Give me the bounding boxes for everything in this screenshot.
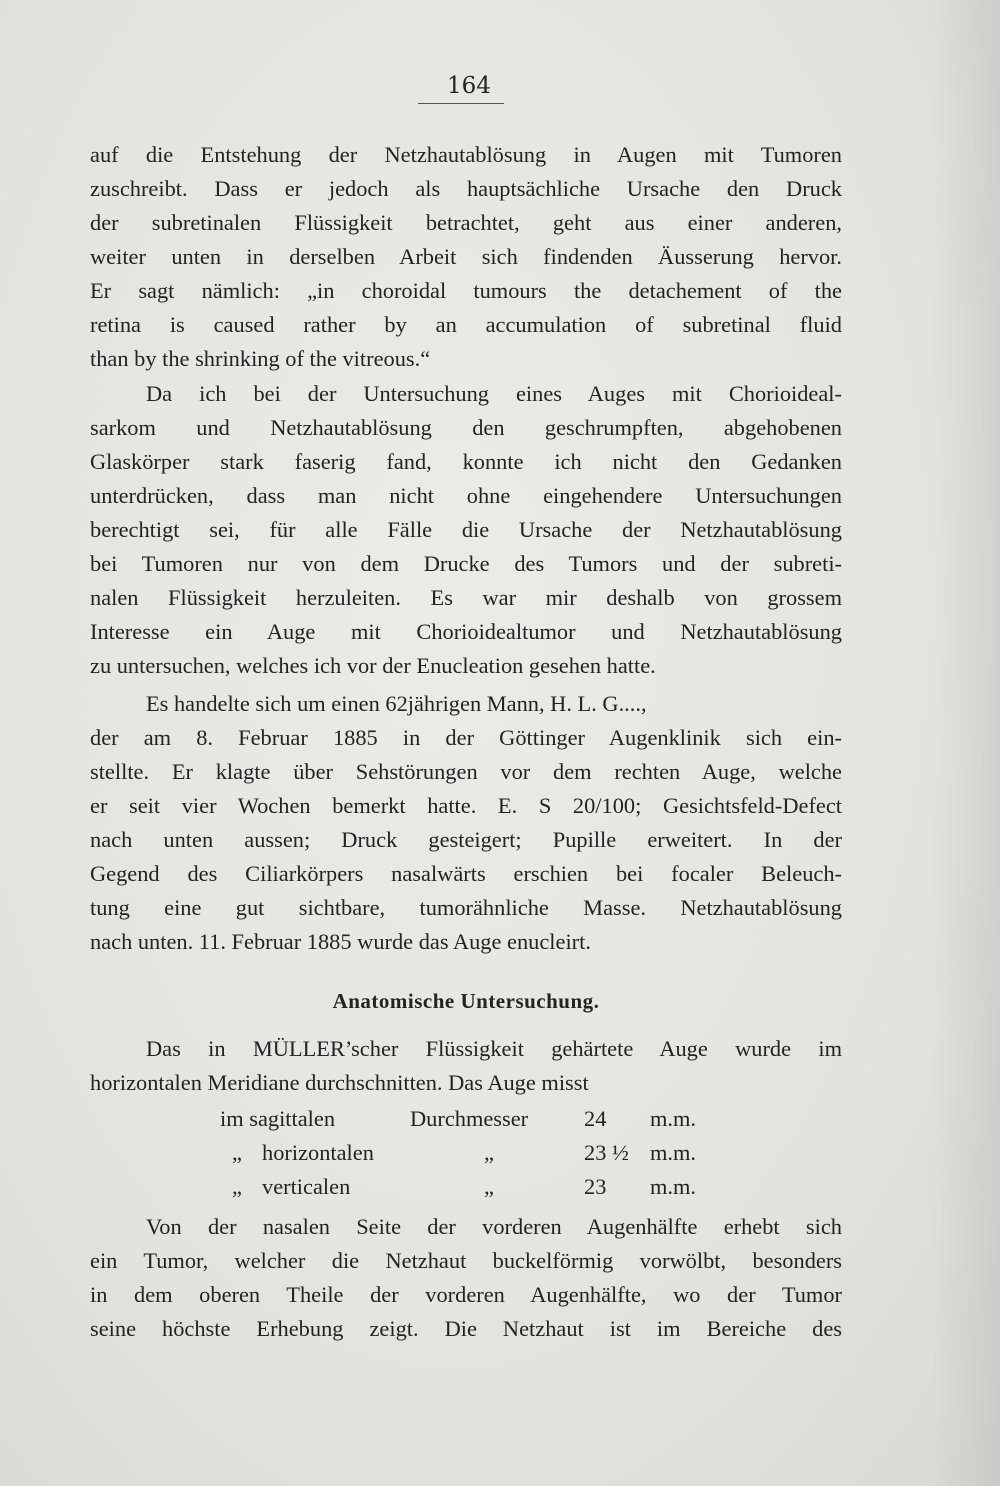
text-line: Er sagt nämlich: „in choroidal tumours the detachement of the <box>90 278 842 303</box>
text-line: weiter unten in derselben Arbeit sich findenden Äusserung hervor. <box>90 244 842 269</box>
text-line: unterdrücken, dass man nicht ohne eingehendere Untersuchungen <box>90 483 842 508</box>
text-line: tung eine gut sichtbare, tumorähnliche Masse. Netzhautablösung <box>90 895 842 920</box>
text-line: Gegend des Ciliarkörpers nasalwärts erschien bei focaler Beleuch- <box>90 861 842 886</box>
page-number: 164 <box>447 73 491 99</box>
text-line: Es handelte sich um einen 62jährigen Mann, H. L. G...., <box>146 691 647 716</box>
text-line: Da ich bei der Untersuchung eines Auges mit Chorioideal- <box>146 381 842 406</box>
measurement-label: horizontalen <box>262 1140 374 1165</box>
measurement-label: im sagittalen <box>220 1106 336 1131</box>
text-line: Interesse ein Auge mit Chorioidealtumor und Netzhautablösung <box>90 619 842 644</box>
text-line: sarkom und Netzhautablösung den geschrumpften, abgehobenen <box>90 415 842 440</box>
measurement-value: 23 ½ <box>584 1140 629 1165</box>
measurement-value: 24 <box>584 1106 607 1131</box>
text-line: zu untersuchen, welches ich vor der Enucleation gesehen hatte. <box>90 653 656 678</box>
measurement-value: 23 <box>584 1174 607 1199</box>
text-line: der subretinalen Flüssigkeit betrachtet, geht aus einer anderen, <box>90 210 842 235</box>
text-line: berechtigt sei, für alle Fälle die Ursache der Netzhautablösung <box>90 517 842 542</box>
text-line: Glaskörper stark faserig fand, konnte ich nicht den Gedanken <box>90 449 842 474</box>
ditto-mark: „ <box>232 1140 242 1165</box>
ditto-mark: „ <box>232 1174 242 1199</box>
text-line: retina is caused rather by an accumulation of subretinal fluid <box>90 312 842 337</box>
text-line: than by the shrinking of the vitreous.“ <box>90 346 431 371</box>
measurement-unit: m.m. <box>650 1174 697 1199</box>
text-line: nach unten. 11. Februar 1885 wurde das Auge enucleirt. <box>90 929 591 954</box>
text-line: horizontalen Meridiane durchschnitten. Das Auge misst <box>90 1070 589 1095</box>
text-line: er seit vier Wochen bemerkt hatte. E. S 20/100; Gesichtsfeld-Defect <box>90 793 842 818</box>
measurement-label: verticalen <box>262 1174 351 1199</box>
text-line: der am 8. Februar 1885 in der Göttinger Augenklinik sich ein- <box>90 725 842 750</box>
text-line: zuschreibt. Dass er jedoch als hauptsächliche Ursache den Druck <box>90 176 842 201</box>
ditto-mark: „ <box>484 1174 494 1199</box>
text-line: stellte. Er klagte über Sehstörungen vor dem rechten Auge, welche <box>90 759 842 784</box>
text-line: in dem oberen Theile der vorderen Augenhälfte, wo der Tumor <box>90 1282 842 1307</box>
page-number-rule <box>418 103 504 104</box>
ditto-mark: „ <box>484 1140 494 1165</box>
measurement-unit: m.m. <box>650 1140 697 1165</box>
text-line: ein Tumor, welcher die Netzhaut buckelförmig vorwölbt, besonders <box>90 1248 842 1273</box>
section-heading: Anatomische Untersuchung. <box>332 989 600 1013</box>
text-line: Das in MÜLLER’scher Flüssigkeit gehärtete Auge wurde im <box>146 1036 842 1061</box>
text-line: nach unten aussen; Druck gesteigert; Pupille erweitert. In der <box>90 827 842 852</box>
text-line: bei Tumoren nur von dem Drucke des Tumors und der subreti- <box>90 551 842 576</box>
text-line: nalen Flüssigkeit herzuleiten. Es war mir deshalb von grossem <box>90 585 842 610</box>
measurement-dimension: Durchmesser <box>410 1106 529 1131</box>
measurement-unit: m.m. <box>650 1106 697 1131</box>
text-line: Von der nasalen Seite der vorderen Augenhälfte erhebt sich <box>146 1214 842 1239</box>
text-line: auf die Entstehung der Netzhautablösung in Augen mit Tumoren <box>90 142 842 167</box>
text-line: seine höchste Erhebung zeigt. Die Netzhaut ist im Bereiche des <box>90 1316 842 1341</box>
